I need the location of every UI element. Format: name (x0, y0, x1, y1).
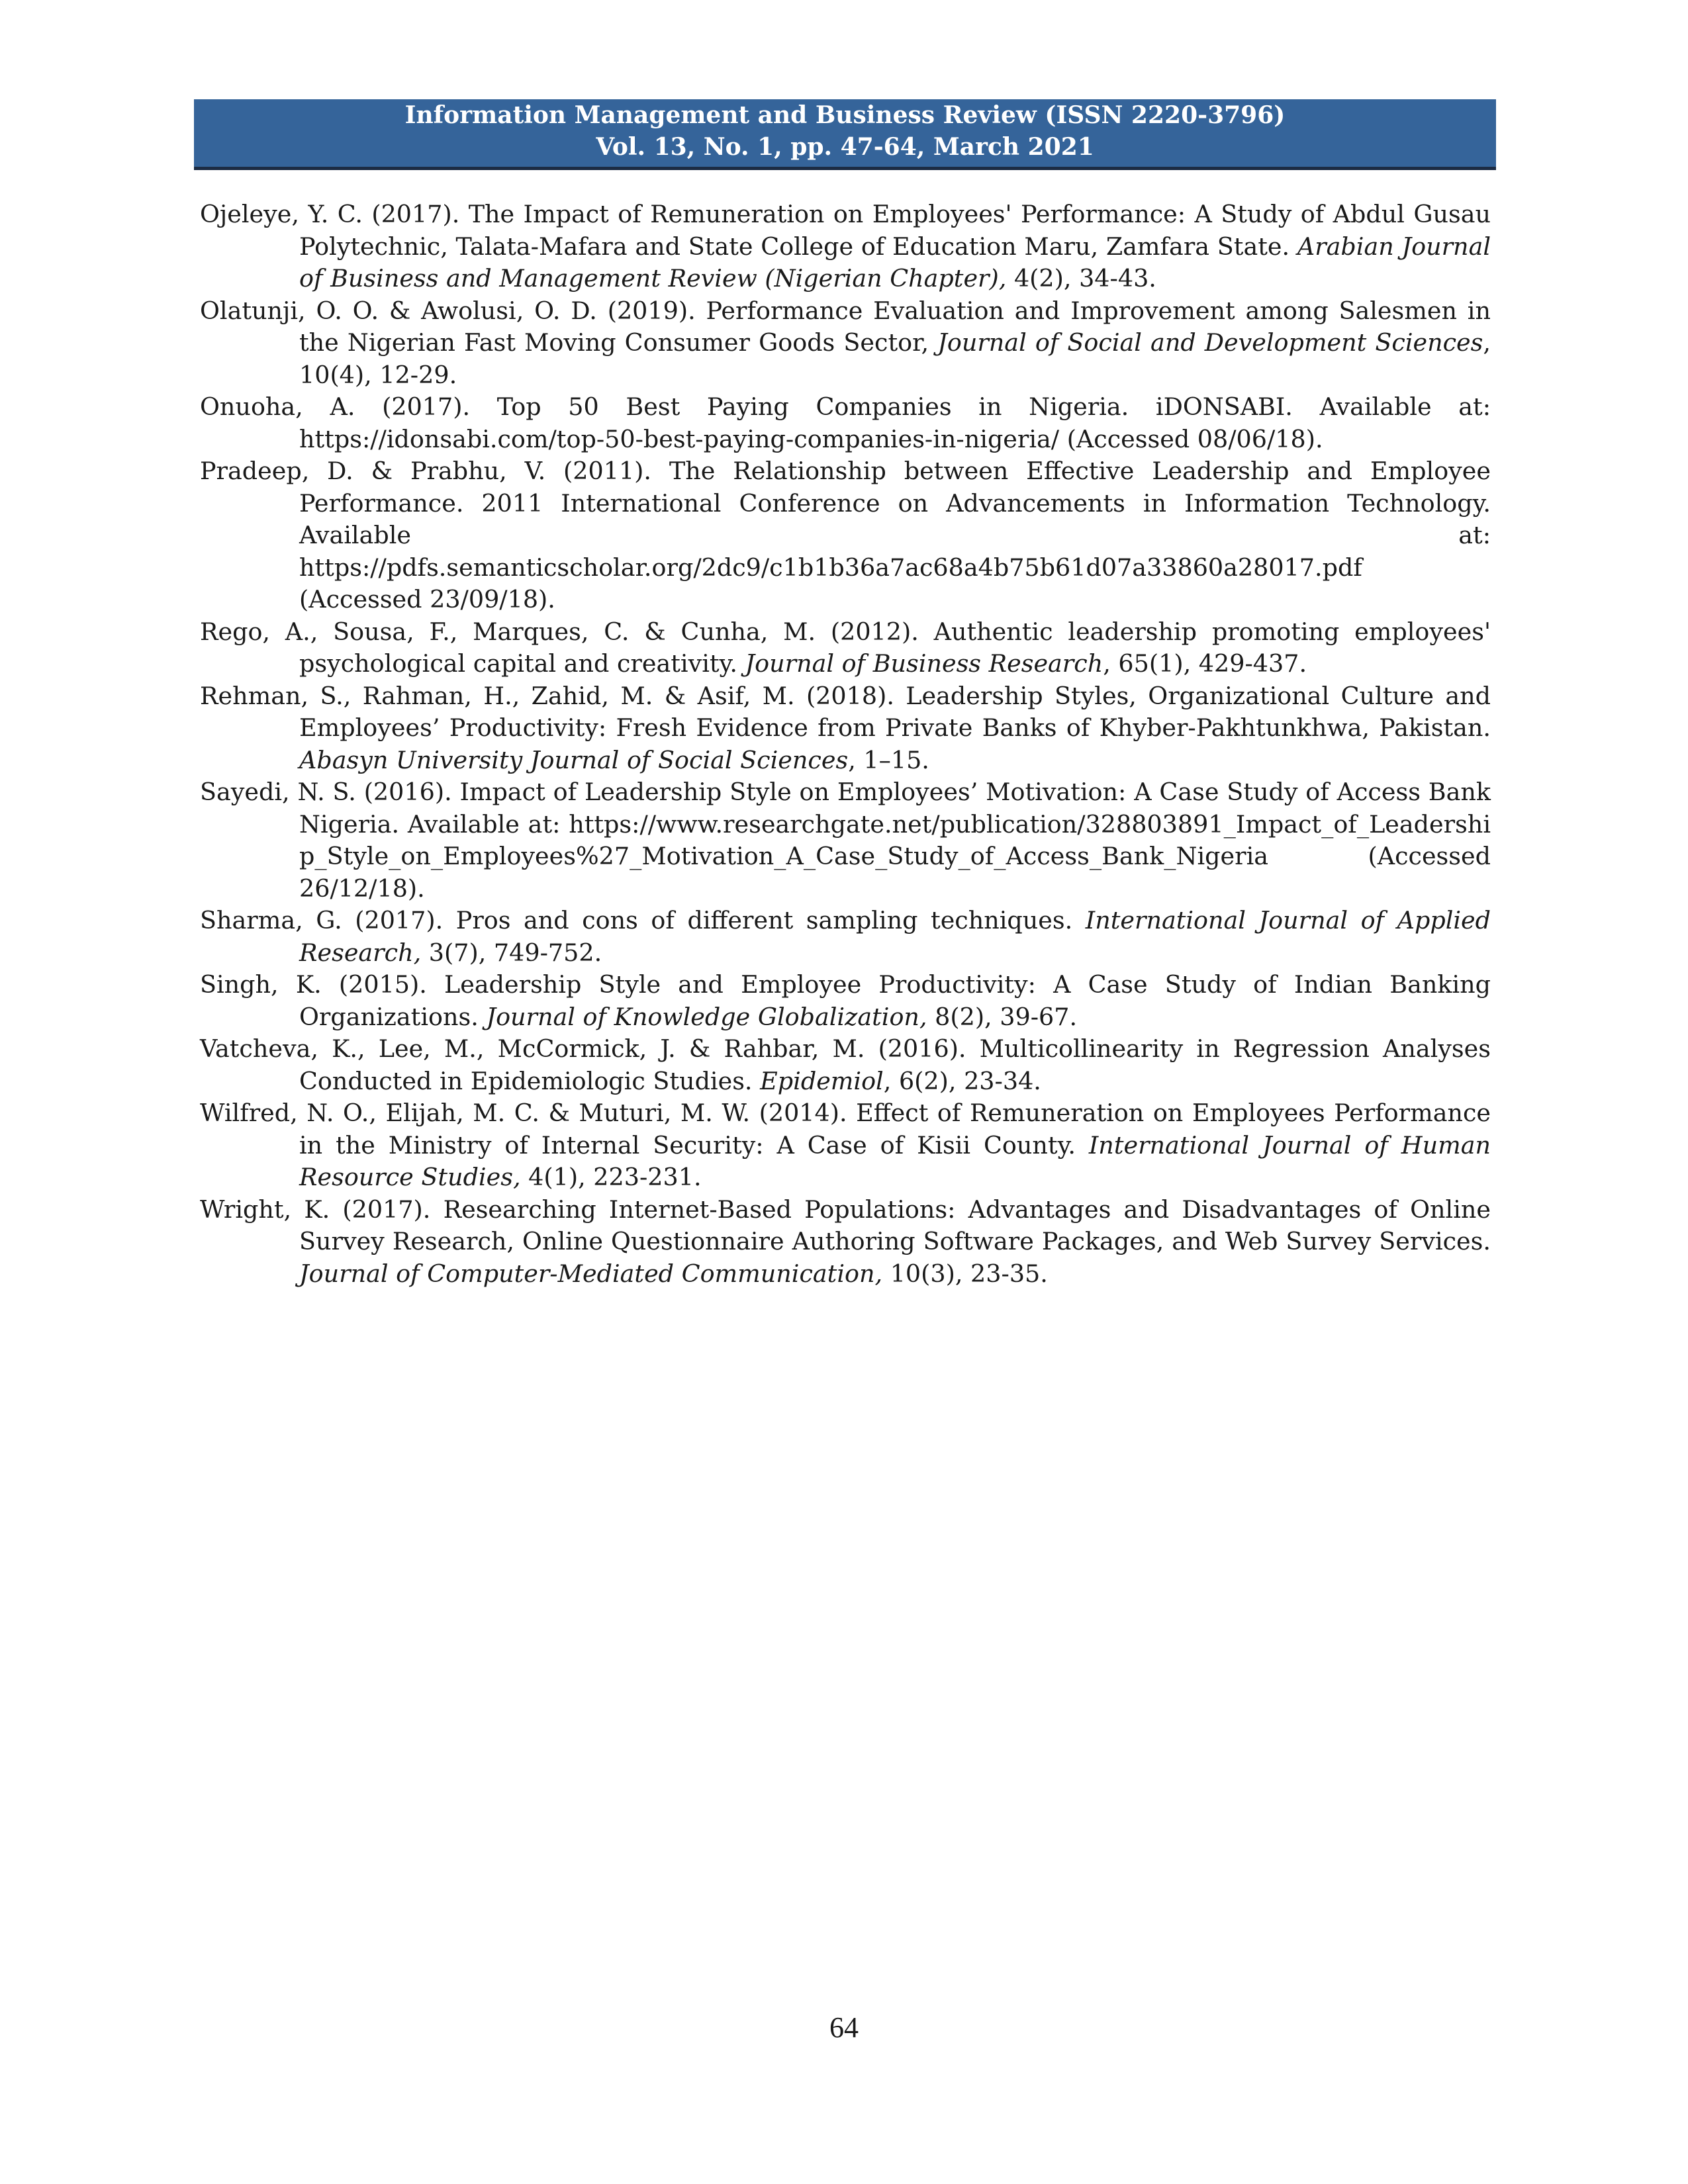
journal-name: Journal of Social and Development Sciences (937, 328, 1483, 357)
reference-entry: Pradeep, D. & Prabhu, V. (2011). The Relationship between Effective Leadership and Employee Performance. 2011 International Conference on Advancements in Information Technology. Available at: https://pdfs.semanticscholar.org/2dc9/c1b1b36a7ac68a4b75b61d07a33860a28017.pdf (Accessed 23/09/18). (200, 457, 1491, 614)
reference-entry: Sayedi, N. S. (2016). Impact of Leadership Style on Employees’ Motivation: A Case Study of Access Bank Nigeria. Available at: https://www.researchgate.net/publication/328803891_Impact_of_Leadership_Style_on_Employees%27_Motivation_A_Case_Study_of_Access_Bank_Nigeria (Accessed 26/12/18). (200, 778, 1491, 903)
journal-title: Information Management and Business Review (ISSN 2220-3796) (404, 101, 1286, 129)
reference-entry: Rehman, S., Rahman, H., Zahid, M. & Asif, M. (2018). Leadership Styles, Organizational Culture and Employees’ Productivity: Fresh Evidence from Private Banks of Khyber-Pakhtunkhwa, Pakistan. Abasyn University Journal of Social Sciences, 1–15. (200, 681, 1491, 774)
reference-entry: Wright, K. (2017). Researching Internet-Based Populations: Advantages and Disadvantages of Online Survey Research, Online Questionnaire Authoring Software Packages, and Web Survey Services. Journal of Computer-Mediated Communication, 10(3), 23-35. (200, 1195, 1491, 1288)
journal-volume: Vol. 13, No. 1, pp. 47-64, March 2021 (596, 133, 1094, 161)
journal-name: Epidemiol (760, 1066, 884, 1095)
reference-entry: Onuoha, A. (2017). Top 50 Best Paying Companies in Nigeria. iDONSABI. Available at: https://idonsabi.com/top-50-best-paying-companies-in-nigeria/ (Accessed 08/06/18). (200, 392, 1491, 453)
reference-url: https://www.researchgate.net/publication/328803891_Impact_of_Leadership_Style_on_Employees%27_Motivation_A_Case_Study_of_Access_Bank_Nigeria (299, 809, 1491, 870)
reference-entry: Sharma, G. (2017). Pros and cons of different sampling techniques. International Journal of Applied Research, 3(7), 749-752. (200, 906, 1491, 967)
journal-header (194, 99, 1496, 170)
journal-name: Abasyn University Journal of Social Sciences (299, 745, 849, 774)
journal-name: Arabian Journal of Business and Management Review (Nigerian Chapter), (299, 232, 1491, 293)
reference-entry: Vatcheva, K., Lee, M., McCormick, J. & Rahbar, M. (2016). Multicollinearity in Regression Analyses Conducted in Epidemiologic Studies. Epidemiol, 6(2), 23-34. (200, 1034, 1491, 1095)
journal-name: International Journal of Human Resource Studies, (299, 1130, 1491, 1191)
journal-name: Journal of Computer-Mediated Communication, (299, 1259, 883, 1288)
reference-list (200, 199, 1491, 1290)
reference-entry: Olatunji, O. O. & Awolusi, O. D. (2019). Performance Evaluation and Improvement among Salesmen in the Nigerian Fast Moving Consumer Goods Sector, Journal of Social and Development Sciences, 10(4), 12-29. (200, 296, 1491, 389)
journal-name: Journal of Business Research (745, 649, 1103, 678)
journal-name: International Journal of Applied Research, (299, 906, 1491, 967)
reference-entry: Ojeleye, Y. C. (2017). The Impact of Remuneration on Employees' Performance: A Study of Abdul Gusau Polytechnic, Talata-Mafara and State College of Education Maru, Zamfara State. Arabian Journal of Business and Management Review (Nigerian Chapter), 4(2), 34-43. (200, 200, 1491, 293)
reference-entry: Wilfred, N. O., Elijah, M. C. & Muturi, M. W. (2014). Effect of Remuneration on Employees Performance in the Ministry of Internal Security: A Case of Kisii County. International Journal of Human Resource Studies, 4(1), 223-231. (200, 1099, 1491, 1191)
reference-entry: Rego, A., Sousa, F., Marques, C. & Cunha, M. (2012). Authentic leadership promoting employees' psychological capital and creativity. Journal of Business Research, 65(1), 429-437. (200, 617, 1491, 678)
page-number: 64 (829, 2011, 859, 2044)
journal-name: Journal of Knowledge Globalization, (486, 1002, 927, 1031)
reference-entry: Singh, K. (2015). Leadership Style and Employee Productivity: A Case Study of Indian Banking Organizations. Journal of Knowledge Globalization, 8(2), 39-67. (200, 970, 1491, 1031)
